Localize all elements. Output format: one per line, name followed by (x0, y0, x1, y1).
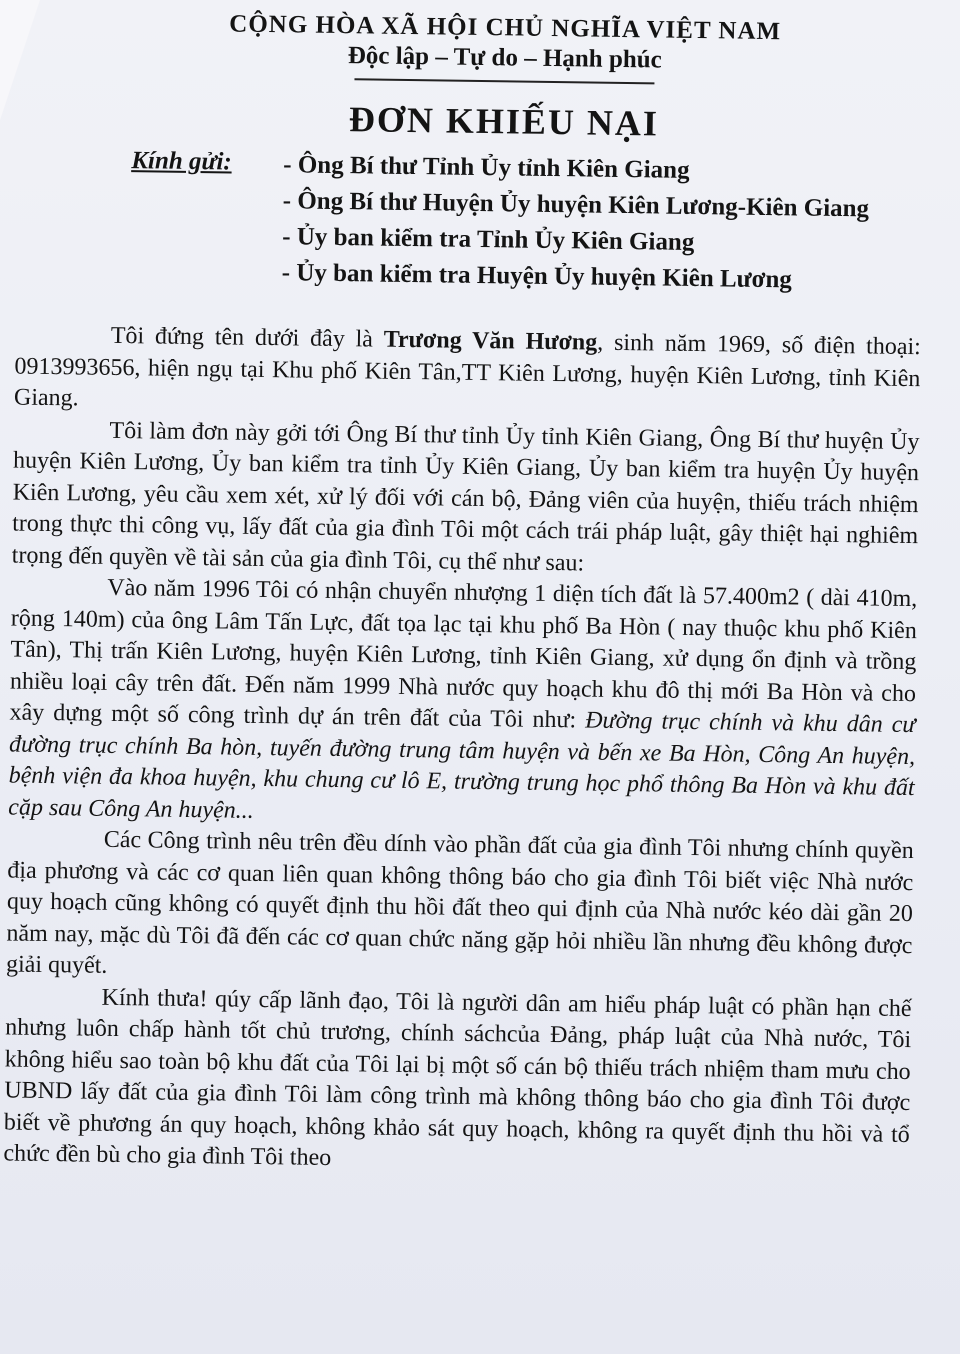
paragraph-purpose: Tôi làm đơn này gởi tới Ông Bí thư tỉnh Ủy tỉnh Kiên Giang, Ông Bí thư huyện Ủy huyện Kiên Lương, Ủy ban kiểm tra tỉnh Ủy Kiên Giang, Ủy ban kiểm tra huyện Ủy huyện Kiên Lương, yêu cầu xem xét, xử lý đối với cán bộ, Đảng viên của huyện, thiếu trách nhiệm trong thực thi công vụ, lấy đất của gia đình Tôi một cách trái pháp luật, gây thiệt hại nghiêm trọng đến quyền về tài sản của gia đình Tôi, cụ thể như sau: (11, 417, 920, 576)
recipients-label: Kính gửi: (131, 147, 232, 176)
recipient-item: - Ủy ban kiểm tra Tỉnh Ủy Kiên Giang (282, 223, 695, 256)
intro-text-end: , sinh năm 1969, số điện thoại: 0913993656, hiện ngụ tại Khu phố Kiên Tân,TT Kiên Lương, huyện Kiên Lương, tỉnh Kiên Giang. (13, 329, 921, 412)
projects-list-text: Đường trục chính và khu dân cư đường trục chính Ba hòn, tuyến đường trung tâm huyện và bến xe Ba Hòn, Công An huyện, bệnh viện đa khoa huyện, khu chung cư lô E, trường trung học phổ thông Ba Hòn và khu đất cặp sau Công An huyện... (8, 707, 916, 824)
paragraph-introduction (14, 320, 921, 427)
recipient-item: - Ông Bí thư Huyện Ủy huyện Kiên Lương-Kiên Giang (282, 187, 870, 223)
paragraph-no-notice: Các Công trình nêu trên đều dính vào phần đất của gia đình Tôi nhưng chính quyền địa phương và các cơ quan liên quan không thông báo cho gia đình Tôi biết việc Nhà nước quy hoạch cũng không có quyết định thu hồi đất theo qui định của Nhà nước kéo dài gần 20 năm nay, mặc dù Tôi đã đến các cơ quan chức năng gặp hỏi nhiều lần nhưng đều không được giải quyết. (5, 826, 914, 979)
national-motto: Độc lập – Tự do – Hạnh phúc (347, 42, 662, 74)
letter-header (44, 0, 960, 149)
recipient-item: - Ủy ban kiểm tra Huyện Ủy huyện Kiên Lương (281, 259, 793, 294)
national-name: CỘNG HÒA XÃ HỘI CHỦ NGHĨA VIỆT NAM (229, 10, 782, 46)
recipients-list (281, 147, 869, 299)
land-history-text: Vào năm 1996 Tôi có nhận chuyển nhượng 1 diện tích đất là 57.400m2 ( dài 410m, rộng 140m) của ông Lâm Tấn Lực, đất tọa lạc tại khu phố Ba Hòn ( nay thuộc khu phố Kiên Tân), Thị trấn Kiên Lương, huyện Kiên Lương, tỉnh Kiên Giang, xử dụng ổn định và trồng nhiều loại cây trên đất. Đến năm 1999 Nhà nước quy hoạch khu đô thị mới Ba Hòn và cho xây dựng một số công trình dự án trên đất của Tôi như: (9, 574, 918, 734)
recipients-block (129, 145, 960, 333)
paragraph-land-history (8, 571, 917, 836)
paragraph-appeal: Kính thưa! qúy cấp lãnh đạo, Tôi là người dân am hiểu pháp luật có phần hạn chế nhưng luôn chấp hành tốt chủ trương, chính sáchcủa Đảng, pháp luật của Nhà nước, Tôi không hiểu sao toàn bộ khu đất của Tôi lại bị một số cán bộ thiếu trách nhiệm tham mưu cho UBND lấy đất của gia đình Tôi làm công trình mà không thông báo cho gia đình Tôi được biết về phương án quy hoạch, không khảo sát quy hoạch, không ra quyết định thu hồi và tổ chức đền bù cho gia đình Tôi theo (3, 984, 912, 1171)
intro-text-start: Tôi đứng tên dưới đây là (110, 322, 384, 353)
document-title: ĐƠN KHIẾU NẠI (348, 99, 660, 144)
letter-body (3, 320, 921, 1183)
complainant-name: Trương Văn Hương (383, 326, 598, 356)
header-underline (354, 78, 654, 84)
recipient-item: - Ông Bí thư Tỉnh Ủy tỉnh Kiên Giang (283, 151, 690, 184)
